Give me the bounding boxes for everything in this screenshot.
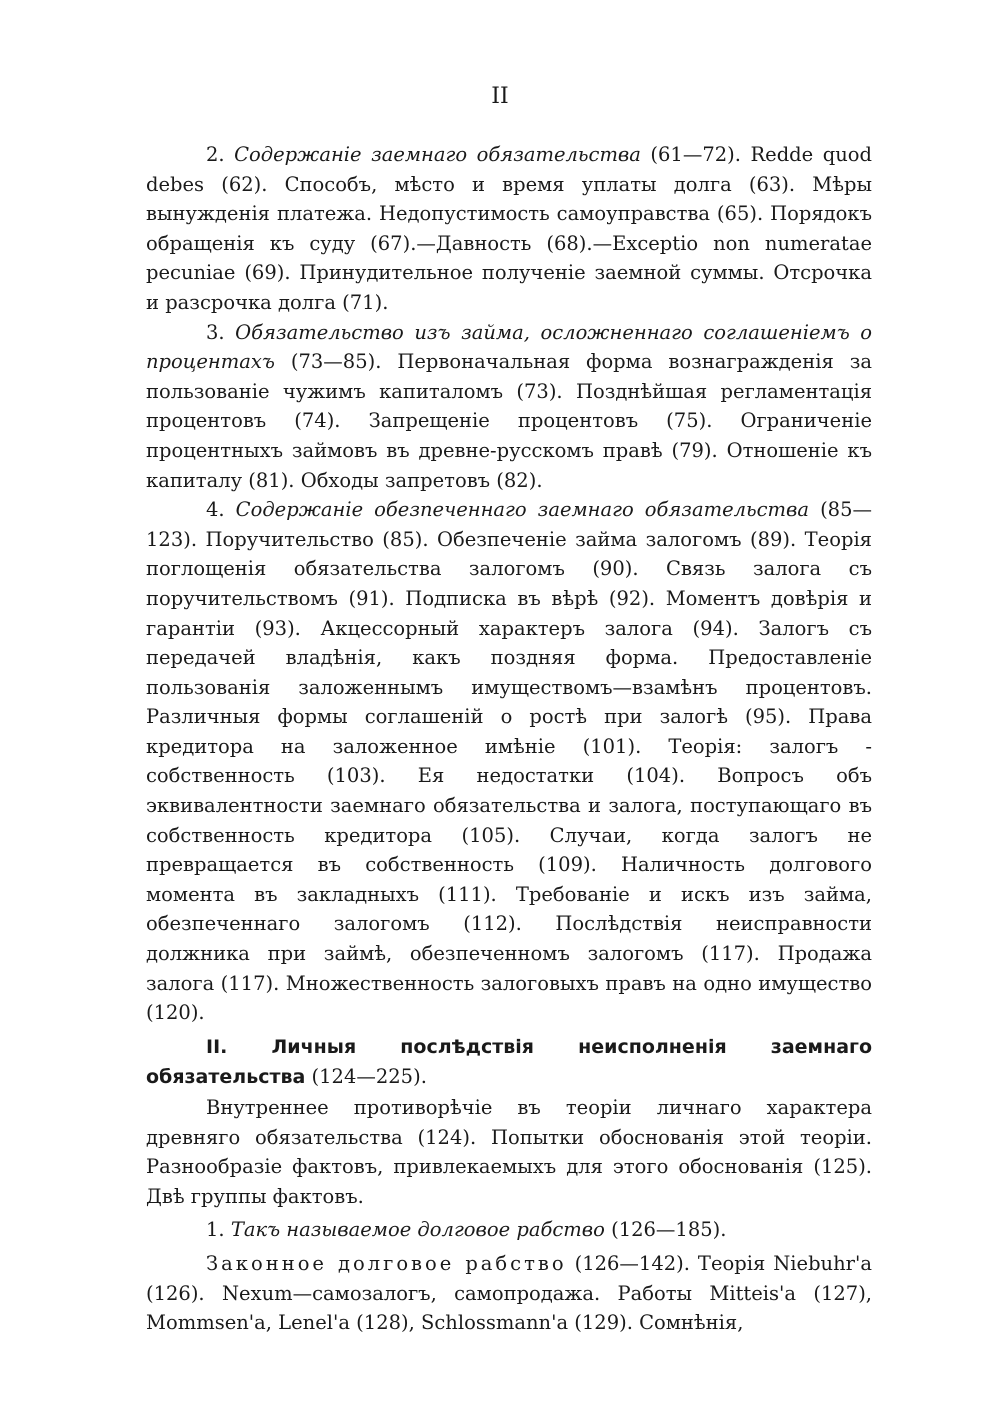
section-4-title: Содержаніе обезпеченнаго заемнаго обязательства — [235, 498, 810, 522]
subsection-1-title: Такъ называемое долговое рабство — [230, 1218, 605, 1242]
section-2-paragraph — [146, 140, 872, 318]
part-2-range: (124—225). — [305, 1065, 427, 1089]
page-number: II — [491, 84, 509, 109]
section-3-title: Обязательство изъ займа, осложненнаго соглашеніемъ о процентахъ — [146, 320, 872, 374]
final-spaced-heading: Законное долговое рабство — [206, 1251, 567, 1275]
subsection-1-paragraph — [146, 1215, 872, 1245]
section-4-text: (85—123). Поручительство (85). Обезпеченіе займа залогомъ (89). Теорія поглощенія обязательства залогомъ (90). Связь залога съ поручительствомъ (91). Подписка въ вѣрѣ (92). Моментъ довѣрія и гарантіи (93). Акцессорный характеръ залога (94). Залогъ съ передачей владѣнія, какъ поздняя форма. Предоставленіе пользованія заложеннымъ имуществомъ—взамѣнъ процентовъ. Различныя формы соглашеній о ростѣ при залогѣ (95). Права кредитора на заложенное имѣніе (101). Теорія: залогъ - собственность (103). Ея недостатки (104). Вопросъ объ эквивалентности заемнаго обязательства и залога, поступающаго въ собственность кредитора (105). Случаи, когда залогъ не превращается въ собственность (109). Наличность долгового момента въ закладныхъ (111). Требованіе и искъ изъ займа, обезпеченнаго залогомъ (112). Послѣдствія неисправности должника при займѣ, обезпеченномъ залогомъ (117). Продажа залога (117). Множественность залоговыхъ правъ на одно имущество (120). — [146, 498, 872, 1025]
final-text: (126—142). Теорія Niebuhr'a (126). Nexum—самозалогъ, самопродажа. Работы Mitteis'a (127), Mommsen'a, Lenel'a (128), Schlossmann'a (129). Сомнѣнія, — [146, 1251, 872, 1335]
section-2-title: Содержаніе заемнаго обязательства — [234, 143, 641, 166]
part-2-intro — [146, 1093, 872, 1211]
section-3-number: 3. — [206, 320, 236, 344]
subsection-1-text: (126—185). — [604, 1218, 727, 1242]
section-3-paragraph — [146, 318, 872, 496]
final-paragraph — [146, 1249, 872, 1338]
section-2-number: 2. — [206, 143, 235, 166]
section-2-text: (61—72). Redde quod debes (62). Способъ, мѣсто и время уплаты долга (63). Мѣры вынужденія платежа. Недопустимость самоуправства (65). Порядокъ обращенія къ суду (67).—Давность (68).—Exceptio non numeratae pecuniae (69). Принудительное полученіе заемной суммы. Отсрочка и разсрочка долга (71). — [146, 143, 872, 314]
subsection-1-number: 1. — [206, 1218, 231, 1242]
table-of-contents-text — [146, 140, 872, 1338]
part-2-heading — [146, 1032, 872, 1093]
part-2-intro-text: Внутреннее противорѣчіе въ теоріи личнаго характера древняго обязательства (124). Попытки обоснованія этой теоріи. Разнообразіе фактовъ, привлекаемыхъ для этого обоснованія (125). Двѣ группы фактовъ. — [146, 1096, 872, 1208]
part-2-title: II. Личныя послѣдствія неисполненія заемнаго обязательства — [146, 1035, 872, 1089]
section-3-text: (73—85). Первоначальная форма вознагражденія за пользованіе чужимъ капиталомъ (73). Позднѣйшая регламентація процентовъ (74). Запрещеніе процентовъ (75). Ограниченіе процентныхъ займовъ въ древне-русскомъ правѣ (79). Отношеніе къ капиталу (81). Обходы запретовъ (82). — [146, 350, 872, 492]
section-4-number: 4. — [206, 498, 236, 522]
section-4-paragraph — [146, 495, 872, 1028]
